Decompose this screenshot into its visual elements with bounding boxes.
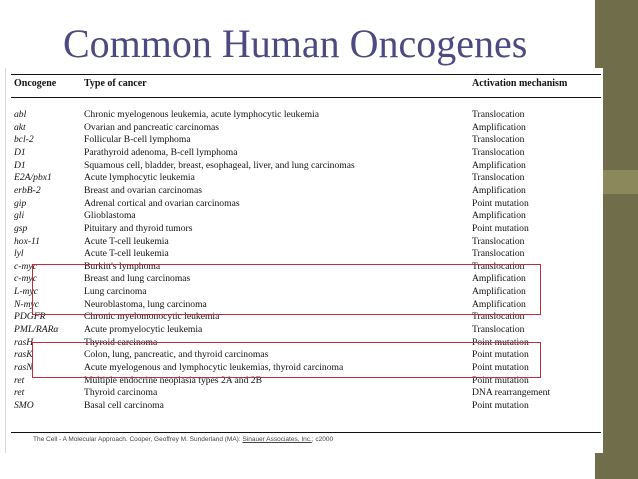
cancer-type-cell: Acute T-cell leukemia — [84, 235, 169, 247]
cancer-type-cell: Acute myelogenous and lymphocytic leukemias, thyroid carcinoma — [84, 362, 344, 373]
activation-mechanism-cell: Point mutation — [472, 374, 529, 386]
activation-mechanism-cell: Point mutation — [472, 399, 529, 411]
activation-mechanism-cell: Translocation — [472, 311, 525, 323]
oncogene-cell: N-myc — [14, 298, 40, 310]
cancer-type-cell: Pituitary and thyroid tumors — [84, 222, 193, 234]
header-cancer-type: Type of cancer — [84, 78, 147, 89]
table-row — [6, 400, 603, 412]
slide-title: Common Human Oncogenes — [63, 21, 528, 66]
oncogene-cell: akt — [14, 121, 26, 133]
citation-suffix: ; c2000 — [311, 436, 334, 443]
cancer-type-cell: Thyroid carcinoma — [84, 336, 158, 348]
cancer-type-cell: Thyroid carcinoma — [84, 387, 158, 399]
oncogene-cell: rasK — [14, 349, 33, 361]
cancer-type-cell: Multiple endocrine neoplasia types 2A and 2B — [84, 374, 262, 386]
cancer-type-cell: Breast and lung carcinomas — [84, 273, 191, 285]
activation-mechanism-cell: Amplification — [472, 298, 526, 310]
activation-mechanism-cell: Translocation — [472, 235, 525, 247]
table-row — [6, 210, 603, 222]
oncogene-cell: erbB-2 — [14, 184, 41, 196]
activation-mechanism-cell: Translocation — [472, 109, 525, 120]
activation-mechanism-cell: Translocation — [472, 134, 525, 146]
cancer-type-cell: Parathyroid adenoma, B-cell lymphoma — [84, 146, 238, 158]
table-row — [6, 134, 603, 146]
oncogene-cell: PML/RARα — [14, 324, 59, 336]
citation — [33, 436, 333, 444]
activation-mechanism-cell: Translocation — [472, 248, 525, 260]
oncogene-cell: gsp — [14, 222, 28, 234]
citation-text: The Cell - A Molecular Approach. Cooper, Geoffrey M. Sunderland (MA): — [33, 436, 243, 443]
cancer-type-cell: Burkitt's lymphoma — [84, 260, 161, 272]
header-rule — [11, 97, 601, 98]
activation-mechanism-cell: Amplification — [472, 210, 526, 222]
cancer-type-cell: Ovarian and pancreatic carcinomas — [84, 121, 220, 133]
cancer-type-cell: Squamous cell, bladder, breast, esophageal, liver, and lung carcinomas — [84, 159, 355, 171]
oncogene-cell: D1 — [14, 159, 26, 171]
cancer-type-cell: Neuroblastoma, lung carcinoma — [84, 298, 207, 310]
table-row — [6, 248, 603, 260]
oncogene-cell: gli — [14, 210, 25, 222]
activation-mechanism-cell: DNA rearrangement — [472, 387, 551, 399]
oncogene-cell: E2A/pbx1 — [14, 172, 52, 184]
cancer-type-cell: Breast and ovarian carcinomas — [84, 184, 203, 196]
table-row — [6, 172, 603, 184]
oncogene-cell: c-myc — [14, 273, 37, 285]
cancer-type-cell: Basal cell carcinoma — [84, 399, 164, 411]
oncogene-cell: PDGFR — [14, 311, 46, 323]
cancer-type-cell: Chronic myelomonocytic leukemia — [84, 311, 220, 323]
table-row — [6, 236, 603, 248]
table-row — [6, 160, 603, 172]
oncogene-cell: rasH — [14, 336, 34, 348]
activation-mechanism-cell: Translocation — [472, 260, 525, 272]
header-activation-mechanism: Activation mechanism — [472, 78, 568, 89]
oncogene-cell: SMO — [14, 399, 34, 411]
activation-mechanism-cell: Amplification — [472, 273, 526, 285]
table-row — [6, 122, 603, 134]
cancer-type-cell: Acute promyelocytic leukemia — [84, 324, 203, 336]
highlight-box-ras — [32, 342, 541, 378]
activation-mechanism-cell: Point mutation — [472, 362, 529, 373]
header-oncogene: Oncogene — [14, 78, 57, 89]
activation-mechanism-cell: Amplification — [472, 121, 526, 133]
activation-mechanism-cell: Amplification — [472, 286, 526, 298]
oncogene-table — [5, 68, 603, 453]
cancer-type-cell: Lung carcinoma — [84, 286, 147, 298]
cancer-type-cell: Chronic myelogenous leukemia, acute lymphocytic leukemia — [84, 109, 319, 120]
table-row — [6, 223, 603, 235]
cancer-type-cell: Glioblastoma — [84, 210, 136, 222]
activation-mechanism-cell: Amplification — [472, 184, 526, 196]
cancer-type-cell: Follicular B-cell lymphoma — [84, 134, 191, 146]
oncogene-cell: abl — [14, 109, 27, 120]
table-row — [6, 185, 603, 197]
oncogene-cell: ret — [14, 374, 25, 386]
cancer-type-cell: Acute lymphocytic leukemia — [84, 172, 195, 184]
oncogene-cell: c-myc — [14, 260, 37, 272]
oncogene-cell: hox-11 — [14, 235, 40, 247]
activation-mechanism-cell: Amplification — [472, 159, 526, 171]
highlight-box-myc — [32, 264, 541, 315]
table-row — [6, 387, 603, 399]
activation-mechanism-cell: Point mutation — [472, 197, 529, 209]
cancer-type-cell: Adrenal cortical and ovarian carcinomas — [84, 197, 240, 209]
table-bottom-rule — [11, 432, 601, 433]
oncogene-cell: L-myc — [14, 286, 38, 298]
cancer-type-cell: Acute T-cell leukemia — [84, 248, 169, 260]
oncogene-cell: rasN — [14, 362, 33, 373]
activation-mechanism-cell: Translocation — [472, 146, 525, 158]
activation-mechanism-cell: Translocation — [472, 172, 525, 184]
table-row — [6, 198, 603, 210]
activation-mechanism-cell: Point mutation — [472, 222, 529, 234]
table-top-rule — [11, 74, 601, 75]
table-row — [6, 109, 603, 121]
oncogene-cell: lyl — [14, 248, 24, 260]
cancer-type-cell: Colon, lung, pancreatic, and thyroid carcinomas — [84, 349, 269, 361]
oncogene-cell: ret — [14, 387, 25, 399]
activation-mechanism-cell: Translocation — [472, 324, 525, 336]
oncogene-cell: D1 — [14, 146, 26, 158]
oncogene-cell: bcl-2 — [14, 134, 34, 146]
table-row — [6, 324, 603, 336]
activation-mechanism-cell: Point mutation — [472, 336, 529, 348]
table-row — [6, 147, 603, 159]
activation-mechanism-cell: Point mutation — [472, 349, 529, 361]
oncogene-cell: gip — [14, 197, 27, 209]
citation-publisher-link[interactable]: Sinauer Associates, Inc. — [242, 436, 312, 443]
